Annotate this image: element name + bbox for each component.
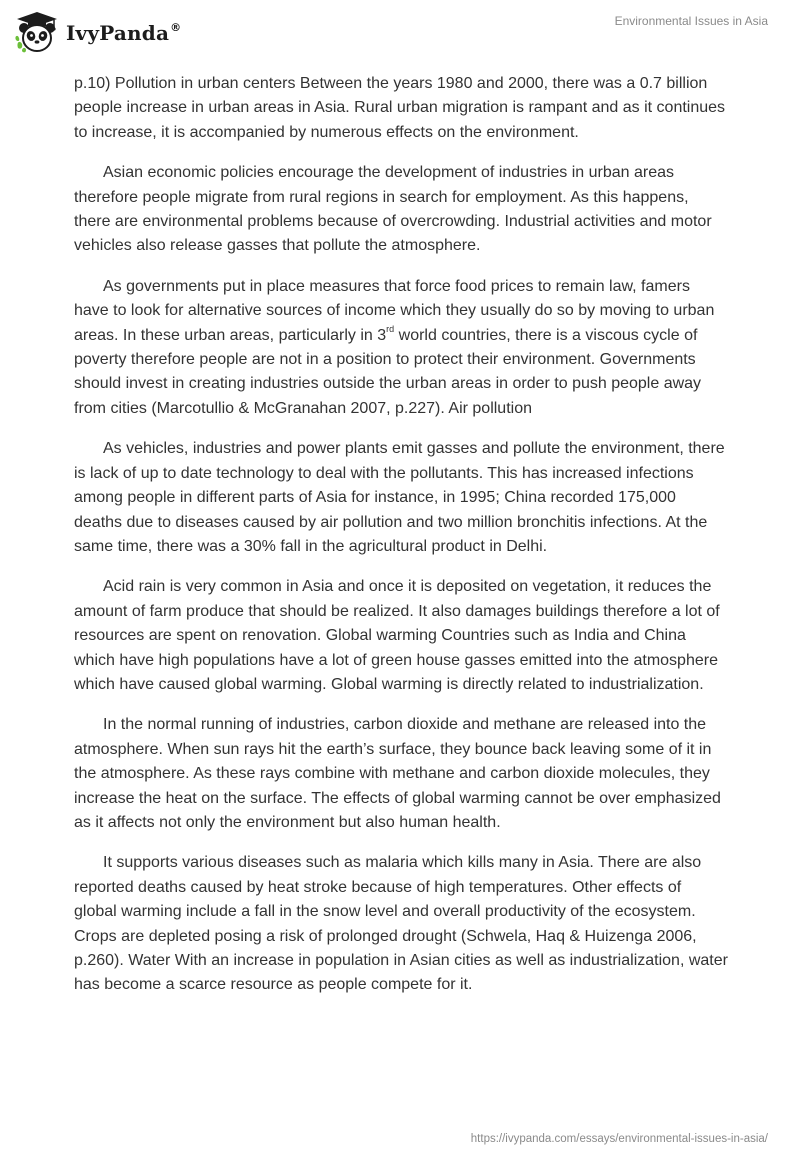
ivypanda-logo[interactable] (14, 10, 181, 54)
paragraph-3-text-after: world countries, there is a viscous cycle of poverty therefore people are not in a position to protect their environment. Governments should invest in creating industries outside the urban areas in order to push people away from cities (Marcotullio & McGranahan 2007, p.227). Air pollution (74, 326, 702, 417)
registered-mark: ® (170, 21, 182, 34)
logo-wordmark: IvyPanda (66, 21, 170, 45)
paragraph-1: p.10) Pollution in urban centers Between the years 1980 and 2000, there was a 0.7 billion people increase in urban areas in Asia. Rural urban migration is rampant and as it continues to increase, it is accompanied by numerous effects on the environment. (74, 75, 726, 141)
paragraph-7: It supports various diseases such as malaria which kills many in Asia. There are also reported deaths caused by heat stroke because of high temperatures. Other effects of global warming include a fall in the snow level and overall productivity of the ecosystem. Crops are depleted posing a risk of prolonged drought (Schwela, Haq & Huizenga 2006, p.260). Water With an increase in population in Asian cities as well as industrialization, water has become a scarce resource as people compete for it. (74, 854, 728, 994)
paragraph-6: In the normal running of industries, carbon dioxide and methane are released into the atmosphere. When sun rays hit the earth’s surface, they bounce back leaving some of it in the atmosphere. As these rays combine with methane and carbon dioxide molecules, they increase the heat on the surface. The effects of global warming cannot be over emphasized as it affects not only the environment but also human health. (74, 716, 721, 831)
panda-graduate-icon (14, 10, 60, 54)
paragraph-3-text-before: As governments put in place measures that force food prices to remain law, famers have to look for alternative sources of income which they usually do so by moving to urban areas. In these urban areas, particularly in 3 (74, 277, 715, 344)
source-url[interactable]: https://ivypanda.com/essays/environmental-issues-in-asia/ (470, 1133, 768, 1145)
page-header (0, 0, 800, 64)
paragraph-2: Asian economic policies encourage the development of industries in urban areas therefore people migrate from rural regions in search for employment. As this happens, there are environmental problems because of overcrowding. Industrial activities and motor vehicles also release gasses that pollute the atmosphere. (74, 164, 712, 255)
paragraph-5: Acid rain is very common in Asia and once it is deposited on vegetation, it reduces the amount of farm produce that should be realized. It also damages buildings therefore a lot of resources are spent on renovation. Global warming Countries such as India and China which have high populations have a lot of green house gasses emitted into the atmosphere which have caused global warming. Global warming is directly related to industrialization. (74, 578, 720, 693)
document-title: Environmental Issues in Asia (614, 14, 768, 28)
paragraph-3 (74, 275, 728, 421)
logo-text (66, 21, 181, 45)
paragraph-4: As vehicles, industries and power plants emit gasses and pollute the environment, there is lack of up to date technology to deal with the pollutants. This has increased infections among people in different parts of Asia for instance, in 1995; China recorded 175,000 deaths due to diseases caused by air pollution and two million bronchitis infections. At the same time, there was a 30% fall in the agricultural product in Delhi. (74, 440, 725, 555)
essay-body (74, 72, 728, 1014)
ordinal-superscript: rd (386, 324, 395, 335)
